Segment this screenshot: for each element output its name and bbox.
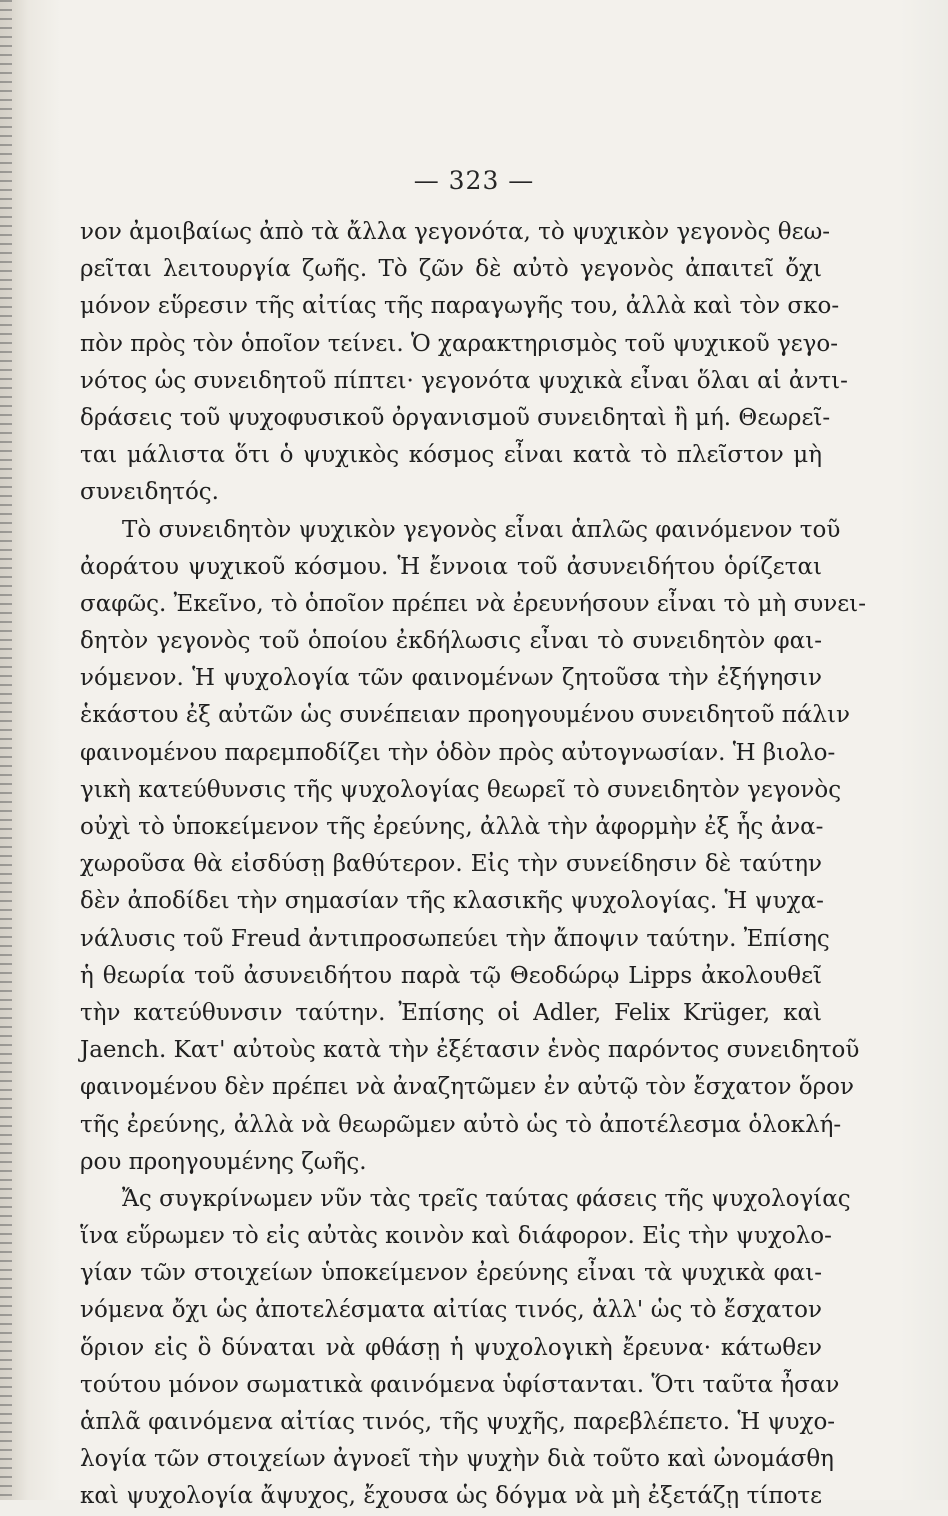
text-line: τῆς ἐρεύνης, ἀλλὰ νὰ θεωρῶμεν αὐτὸ ὡς τὸ ἀποτέλεσμα ὁλοκλή-	[80, 1111, 842, 1138]
text-line: πὸν πρὸς τὸν ὁποῖον τείνει. Ὁ χαρακτηρισμὸς τοῦ ψυχικοῦ γεγο-	[80, 330, 839, 357]
text-line: νόμενον. Ἡ ψυχολογία τῶν φαινομένων ζητοῦσα τὴν ἐξήγησιν	[80, 665, 822, 692]
text-line: τούτου μόνον σωματικὰ φαινόμενα ὑφίστανται. Ὅτι ταῦτα ἦσαν	[80, 1371, 840, 1398]
page-number: — 323 —	[413, 166, 535, 195]
text-line: δὲν ἀποδίδει τὴν σημασίαν τῆς κλασικῆς ψυχολογίας. Ἡ ψυχα-	[80, 888, 824, 915]
text-line: ὅριον εἰς ὃ δύναται νὰ φθάσῃ ἡ ψυχολογικὴ ἔρευνα· κάτωθεν	[80, 1334, 822, 1361]
text-line: συνειδητός.	[80, 479, 219, 506]
text-line: σαφῶς. Ἐκεῖνο, τὸ ὁποῖον πρέπει νὰ ἐρευνήσουν εἶναι τὸ μὴ συνει-	[80, 590, 866, 617]
text-line: δητὸν γεγονὸς τοῦ ὁποίου ἐκδήλωσις εἶναι τὸ συνειδητὸν φαι-	[80, 628, 822, 655]
text-line: ἑκάστου ἐξ αὐτῶν ὡς συνέπειαν προηγουμένου συνειδητοῦ πάλιν	[80, 702, 850, 729]
text-line: γικὴ κατεύθυνσις τῆς ψυχολογίας θεωρεῖ τὸ συνειδητὸν γεγονὸς	[80, 776, 842, 803]
text-line: μόνον εὕρεσιν τῆς αἰτίας τῆς παραγωγῆς του, ἀλλὰ καὶ τὸν σκο-	[80, 293, 840, 320]
body-text	[80, 214, 866, 1516]
text-line: δράσεις τοῦ ψυχοφυσικοῦ ὀργανισμοῦ συνειδηταὶ ἢ μή. Θεωρεῖ-	[80, 404, 831, 431]
text-line: ἵνα εὕρωμεν τὸ εἰς αὐτὰς κοινὸν καὶ διάφορον. Εἰς τὴν ψυχολο-	[80, 1223, 832, 1250]
text-line: ται μάλιστα ὅτι ὁ ψυχικὸς κόσμος εἶναι κατὰ τὸ πλεῖστον μὴ	[80, 442, 822, 469]
text-line: Jaench. Κατ' αὐτοὺς κατὰ τὴν ἐξέτασιν ἑνὸς παρόντος συνειδητοῦ	[80, 1037, 860, 1064]
text-line: τὴν κατεύθυνσιν ταύτην. Ἐπίσης οἱ Adler, Felix Krüger, καὶ	[80, 999, 822, 1026]
page-binding-edge	[0, 0, 12, 1500]
text-line: οὐχὶ τὸ ὑποκείμενον τῆς ἐρεύνης, ἀλλὰ τὴν ἀφορμὴν ἐξ ἧς ἀνα-	[80, 814, 824, 840]
text-line: νόμενα ὄχι ὡς ἀποτελέσματα αἰτίας τινός, ἀλλ' ὡς τὸ ἔσχατον	[80, 1297, 822, 1324]
text-line: Τὸ συνειδητὸν ψυχικὸν γεγονὸς εἶναι ἁπλῶς φαινόμενον τοῦ	[122, 516, 841, 543]
text-line: ἡ θεωρία τοῦ ἀσυνειδήτου παρὰ τῷ Θεοδώρῳ Lipps ἀκολουθεῖ	[80, 962, 822, 989]
text-line: φαινομένου παρεμποδίζει τὴν ὁδὸν πρὸς αὐτογνωσίαν. Ἡ βιολο-	[80, 739, 836, 766]
text-line: ἁπλᾶ φαινόμενα αἰτίας τινός, τῆς ψυχῆς, παρεβλέπετο. Ἡ ψυχο-	[80, 1409, 836, 1435]
text-line: νότος ὡς συνειδητοῦ πίπτει· γεγονότα ψυχικὰ εἶναι ὅλαι αἱ ἀντι-	[80, 367, 848, 394]
text-line: καὶ ψυχολογία ἄψυχος, ἔχουσα ὡς δόγμα νὰ μὴ ἐξετάζῃ τίποτε	[80, 1483, 822, 1510]
text-line: ρου προηγουμένης ζωῆς.	[80, 1148, 367, 1175]
text-line: χωροῦσα θὰ εἰσδύσῃ βαθύτερον. Εἰς τὴν συνείδησιν δὲ ταύτην	[80, 851, 822, 878]
text-line: νάλυσις τοῦ Freud ἀντιπροσωπεύει τὴν ἄποψιν ταύτην. Ἐπίσης	[80, 925, 830, 952]
text-line: ρεῖται λειτουργία ζωῆς. Τὸ ζῶν δὲ αὐτὸ γεγονὸς ἀπαιτεῖ ὄχι	[80, 256, 822, 283]
text-line: Ἄς συγκρίνωμεν νῦν τὰς τρεῖς ταύτας φάσεις τῆς ψυχολογίας	[122, 1185, 851, 1212]
text-line: γίαν τῶν στοιχείων ὑποκείμενον ἐρεύνης εἶναι τὰ ψυχικὰ φαι-	[80, 1260, 822, 1287]
text-line: ἀοράτου ψυχικοῦ κόσμου. Ἡ ἔννοια τοῦ ἀσυνειδήτου ὁρίζεται	[80, 553, 822, 580]
text-line: φαινομένου δὲν πρέπει νὰ ἀναζητῶμεν ἐν αὐτῷ τὸν ἔσχατον ὅρον	[80, 1074, 854, 1101]
text-line: λογία τῶν στοιχείων ἀγνοεῖ τὴν ψυχὴν διὰ τοῦτο καὶ ὠνομάσθη	[80, 1446, 834, 1473]
text-line: νον ἀμοιβαίως ἀπὸ τὰ ἄλλα γεγονότα, τὸ ψυχικὸν γεγονὸς θεω-	[80, 219, 831, 245]
